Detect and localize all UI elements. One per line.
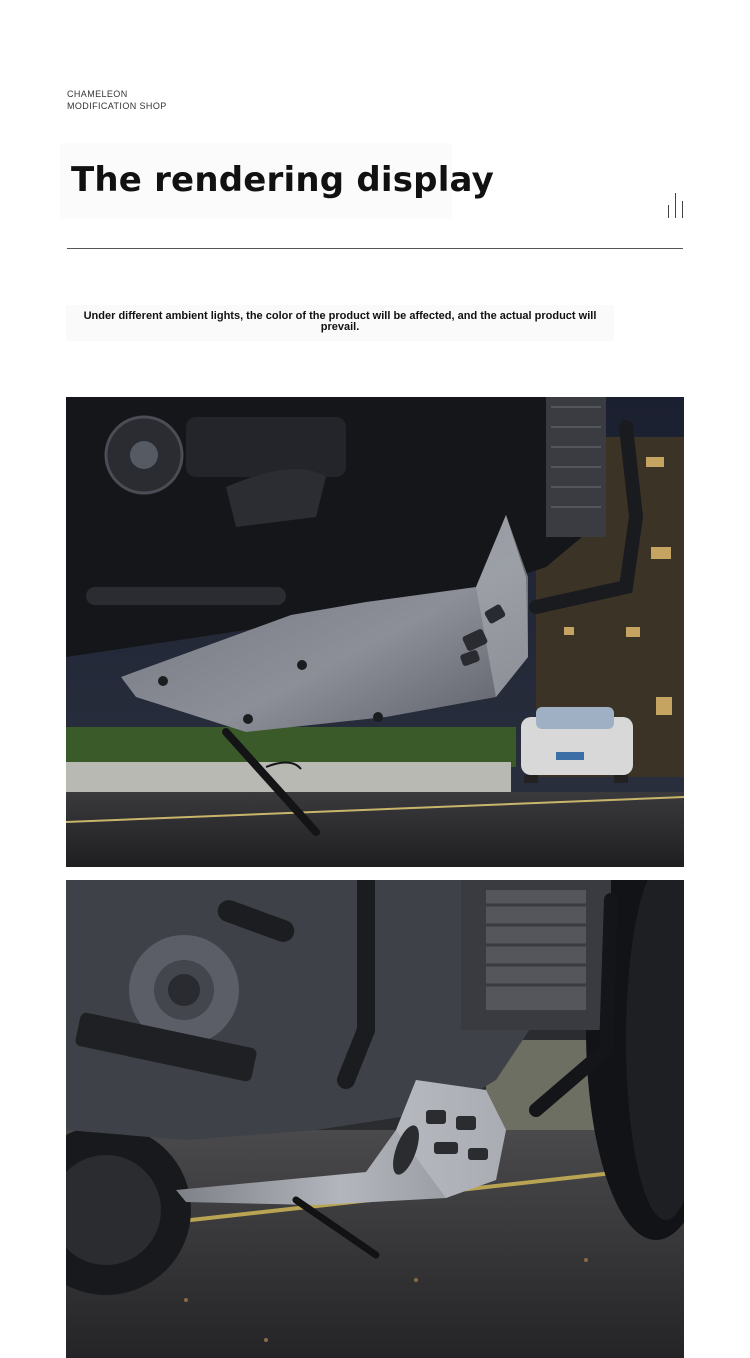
- skid-plate-night-photo: [66, 397, 684, 867]
- brand-label: [67, 88, 167, 112]
- bars-icon: [666, 193, 686, 219]
- side-scene-illustration: [66, 880, 684, 1358]
- night-scene-illustration: [66, 397, 684, 867]
- section-divider: [67, 248, 683, 249]
- brand-subtitle: MODIFICATION SHOP: [67, 101, 167, 111]
- brand-name: CHAMELEON: [67, 89, 128, 99]
- page-title: The rendering display: [71, 160, 495, 200]
- color-disclaimer: Under different ambient lights, the color of the product will be affected, and the actual product will prevail.: [83, 310, 597, 333]
- skid-plate-side-photo: [66, 880, 684, 1358]
